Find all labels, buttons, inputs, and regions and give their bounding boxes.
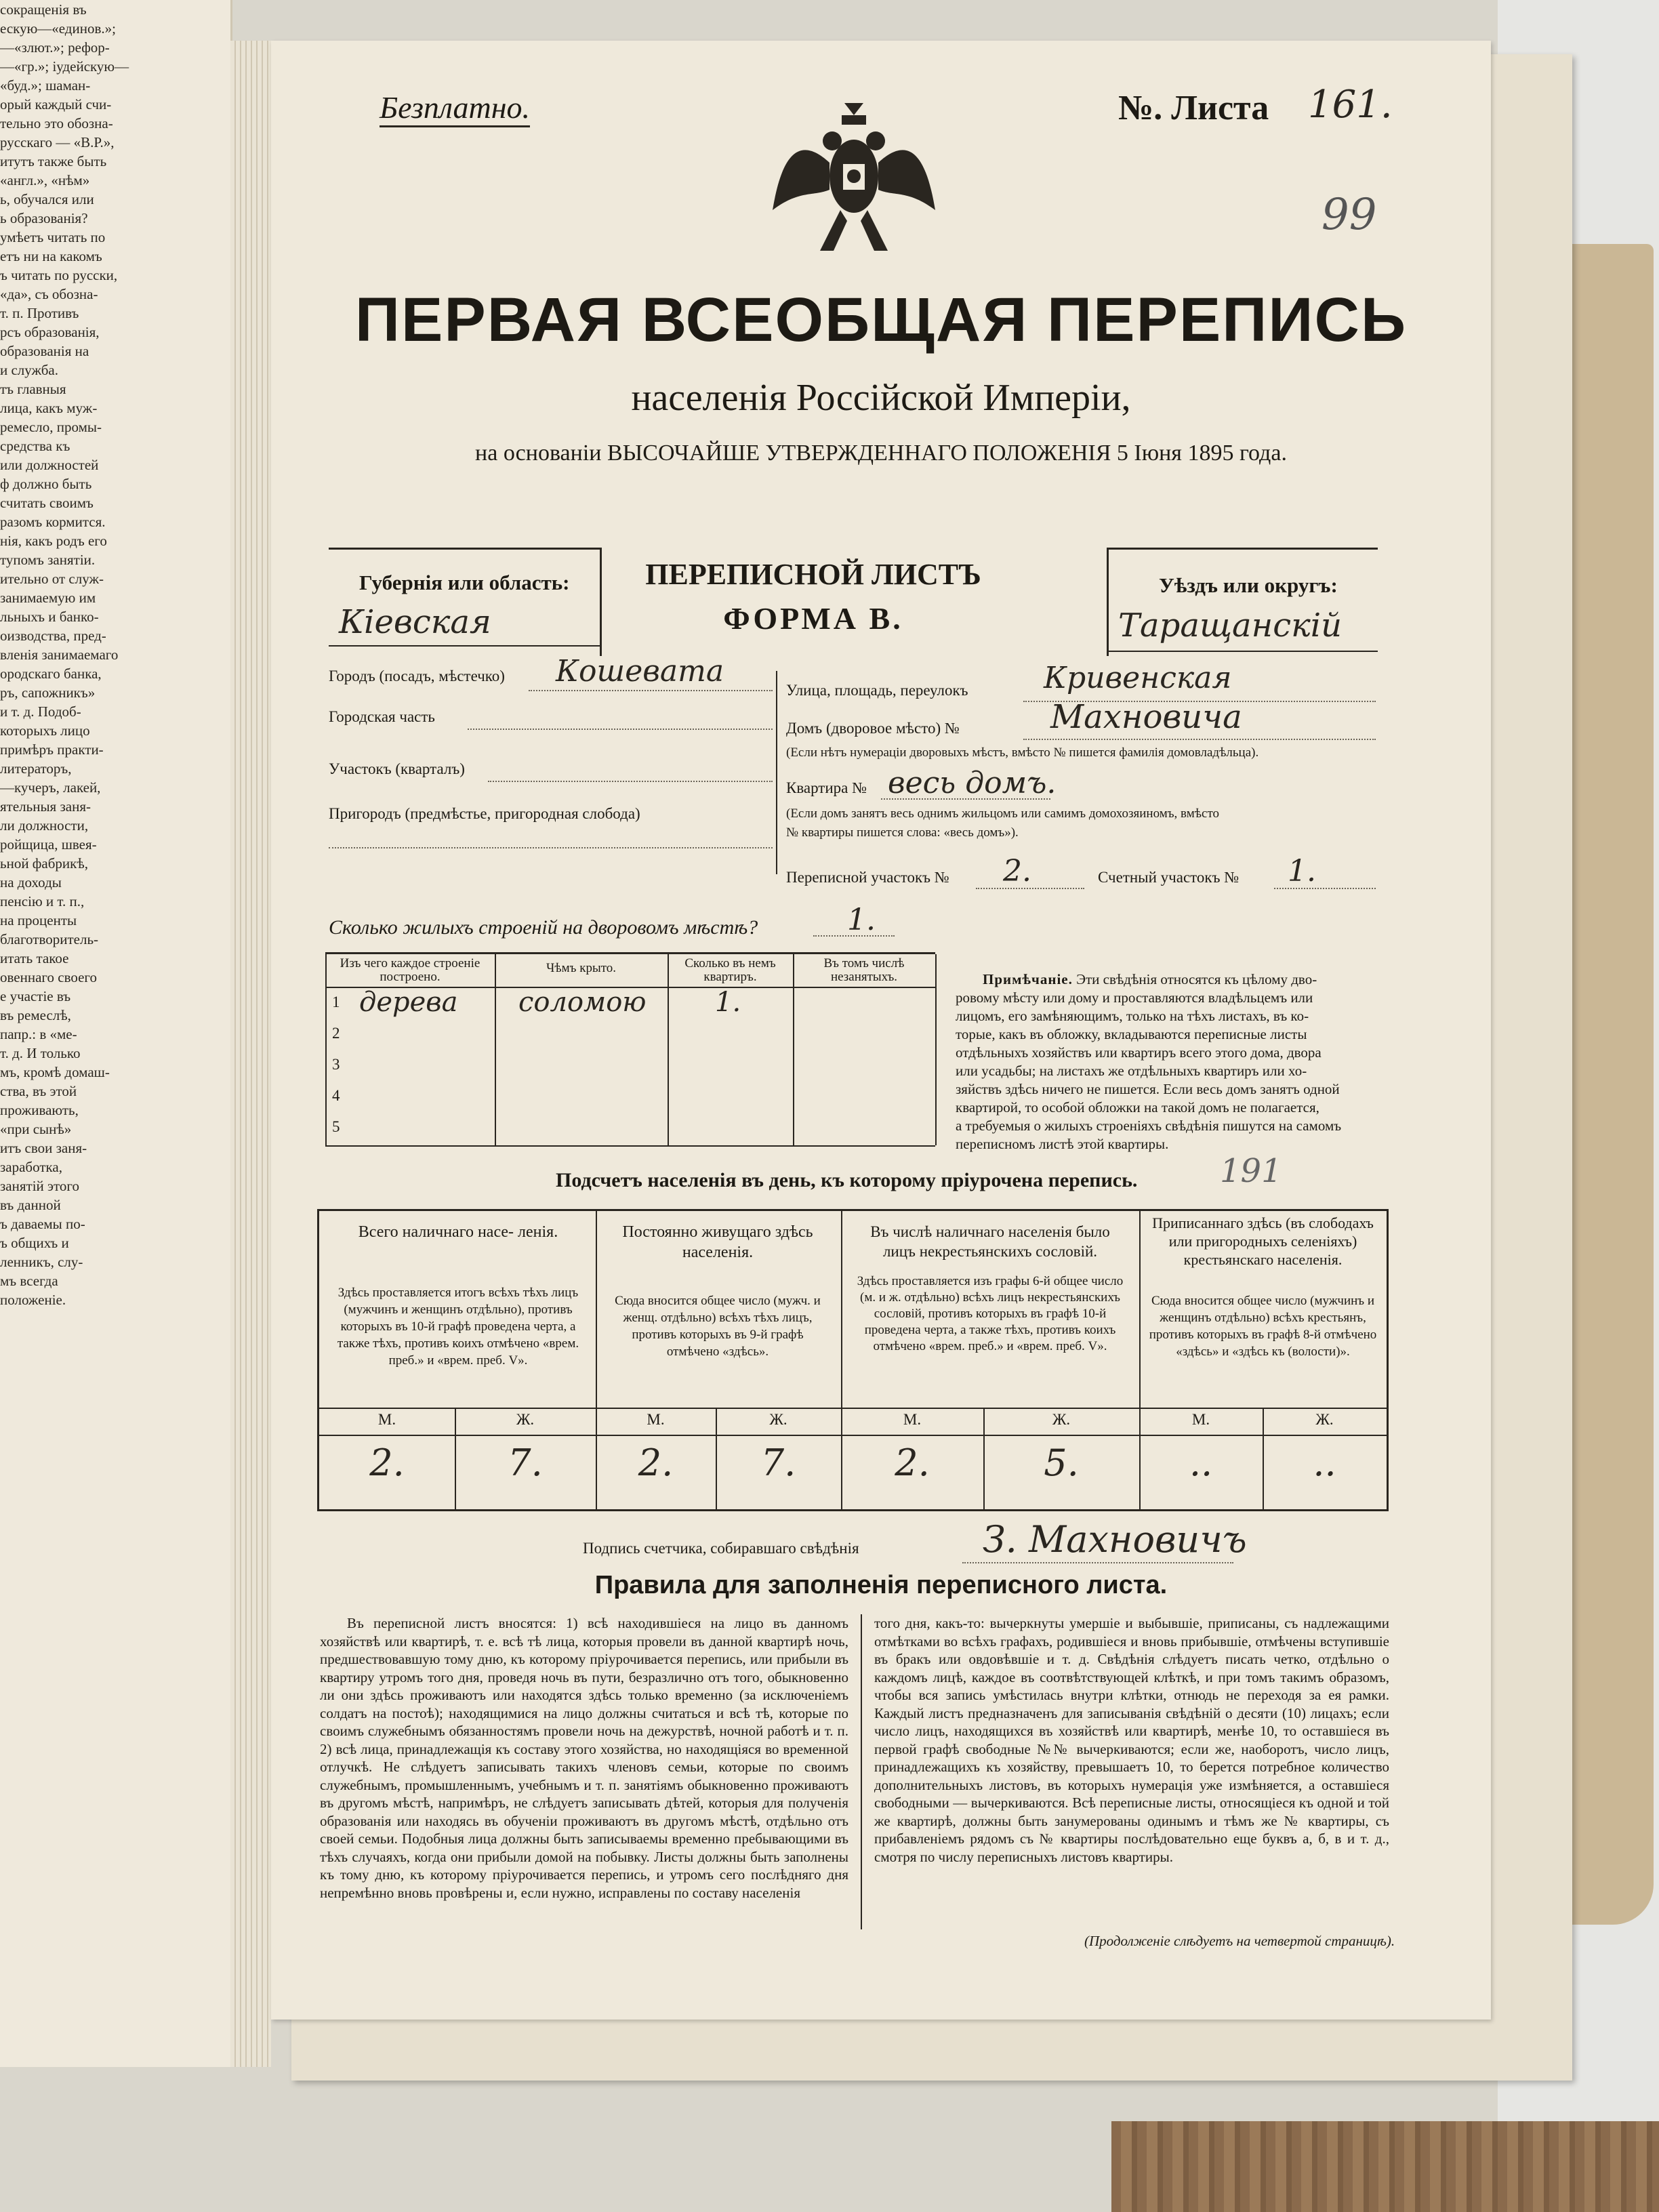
- remark-line: переписномъ листѣ этой квартиры.: [956, 1136, 1169, 1152]
- left-page-line: —«гр.»; іудейскую—: [0, 58, 129, 75]
- count-table: [317, 1209, 1389, 1511]
- left-page-line: ьной фабрикѣ,: [0, 855, 89, 872]
- table-row: [325, 1111, 935, 1143]
- left-page-line: оизводства, пред-: [0, 628, 106, 644]
- building-flats: 1.: [715, 987, 741, 1018]
- left-page-line: въ данной: [0, 1197, 61, 1213]
- census-subtitle: населенія Россійской Имперіи,: [631, 377, 1131, 419]
- count-col-head: Постоянно живущаго здѣсь населенія.: [622, 1223, 813, 1261]
- left-page-line: благотворитель-: [0, 931, 99, 947]
- count-col-desc: Сюда вносится общее число (мужч. и женщ. отдѣльно) всѣхъ тѣхъ лицъ, противъ которыхъ въ 9-й графѣ отмѣчено «здѣсь».: [615, 1294, 821, 1359]
- census-title: ПЕРВАЯ ВСЕОБЩАЯ ПЕРЕПИСЬ: [354, 285, 1408, 354]
- flat-note-2: № квартиры пишется слова: «весь домъ»).: [786, 825, 1019, 840]
- left-page-line: литераторъ,: [0, 760, 72, 777]
- left-page-line: или должностей: [0, 457, 99, 473]
- row-number: 4: [332, 1087, 340, 1104]
- row-number: 3: [332, 1056, 340, 1073]
- left-page-line: «при сынѣ»: [0, 1121, 72, 1137]
- remark-line: зяйствъ здѣсь ничего не пишется. Если весь домъ занятъ одной: [956, 1081, 1340, 1097]
- remark-line: [956, 970, 1389, 989]
- left-page-line: ь образованія?: [0, 210, 88, 226]
- remark-line: отдѣльныхъ хозяйствъ или квартиръ всего этого дома, двора: [956, 1044, 1322, 1061]
- left-page-line: разомъ кормится.: [0, 514, 106, 530]
- count-col-head: Приписаннаго здѣсь (въ слободахъ или пригородныхъ селеніяхъ) крестьянскаго населенія.: [1152, 1214, 1374, 1268]
- street-value: Кривенская: [1044, 661, 1232, 695]
- left-page-line: ъ общихъ и: [0, 1235, 69, 1251]
- buildings-answer: 1.: [847, 903, 876, 937]
- left-page-line: тупомъ занятіи.: [0, 552, 96, 568]
- town-label: Городъ (посадъ, мѣстечко): [329, 668, 505, 684]
- census-basis: на основаніи ВЫСОЧАЙШЕ УТВЕРЖДЕННАГО ПОЛОЖЕНІЯ 5 Іюня 1895 года.: [475, 441, 1287, 466]
- left-page-line: положеніе.: [0, 1292, 66, 1308]
- flat-note-1: (Если домъ занятъ весь однимъ жильцомъ или самимъ домохозяиномъ, вмѣсто: [786, 806, 1220, 821]
- count-col-head: Въ числѣ наличнаго населенія было лицъ некрестьянскихъ сословій.: [870, 1223, 1110, 1260]
- count-value: 2.: [638, 1441, 674, 1484]
- female-label: Ж.: [1052, 1411, 1071, 1428]
- row-number: 1: [332, 994, 340, 1010]
- male-label: М.: [647, 1411, 665, 1428]
- left-page-line: примѣръ практи-: [0, 741, 104, 758]
- left-page-line: ройщица, швея-: [0, 836, 97, 853]
- remark-text: Эти свѣдѣнія относятся къ цѣлому дво-: [1076, 971, 1317, 987]
- remark-block: [956, 970, 1389, 1153]
- precinct-label: Участокъ (кварталъ): [329, 760, 465, 777]
- left-page-line: итутъ также быть: [0, 153, 107, 169]
- buildings-header-roof: Чѣмъ крыто.: [546, 961, 617, 975]
- left-page-line: ленникъ, слу-: [0, 1254, 83, 1270]
- left-page-line: тельно это обозна-: [0, 115, 113, 131]
- suburb-label: Пригородъ (предмѣстье, пригородная слобода): [329, 805, 640, 822]
- left-page-line: «буд.»; шаман-: [0, 77, 91, 94]
- left-page-text: [0, 0, 224, 1309]
- remark-line: а требуемыя о жилыхъ строеніяхъ свѣдѣнія пишутся на самомъ: [956, 1118, 1342, 1134]
- house-value: Махновича: [1050, 698, 1242, 736]
- count-value: 2.: [369, 1441, 405, 1484]
- male-label: М.: [377, 1411, 396, 1428]
- buildings-header-vacant: Въ томъ числѣ незанятыхъ.: [823, 956, 905, 984]
- count-area-value: 1.: [1288, 854, 1316, 888]
- count-value: 7.: [508, 1441, 543, 1484]
- left-page-line: ли должности,: [0, 817, 89, 834]
- count-value: ..: [1189, 1441, 1213, 1484]
- left-page-line: и т. д. Подоб-: [0, 703, 81, 720]
- sheet-number-value: 161.: [1308, 83, 1393, 127]
- left-page-line: сокращенія въ: [0, 1, 87, 18]
- census-sheet: [271, 41, 1491, 2020]
- left-page-line: ескую—«единов.»;: [0, 20, 116, 37]
- left-page-line: е участіе въ: [0, 988, 71, 1004]
- row-number: 2: [332, 1025, 340, 1042]
- female-label: Ж.: [516, 1411, 535, 1428]
- left-page-line: умѣетъ читать по: [0, 229, 106, 245]
- left-neighbouring-page: [0, 0, 232, 2067]
- left-page-line: льныхъ и банко-: [0, 609, 99, 625]
- count-col-desc: Сюда вносится общее число (мужчинъ и женщинъ отдѣльно) всѣхъ крестьянъ, противъ которыхъ въ графѣ 8-й отмѣчено «здѣсь» и «здѣсь къ (волости)».: [1149, 1294, 1377, 1359]
- left-page-line: тъ главныя: [0, 381, 66, 397]
- signature-value: З. Махновичъ: [983, 1518, 1247, 1561]
- count-value: 2.: [895, 1441, 930, 1484]
- left-page-line: образованія на: [0, 343, 89, 359]
- city-part-label: Городская часть: [329, 708, 435, 725]
- rules-continued: (Продолженіе слѣдуетъ на четвертой страницѣ).: [1084, 1933, 1395, 1949]
- left-page-line: вленія занимаемаго: [0, 647, 119, 663]
- left-page-line: рсъ образованія,: [0, 324, 100, 340]
- archive-number: 99: [1322, 190, 1377, 240]
- left-page-line: на доходы: [0, 874, 62, 890]
- table-row: [325, 1018, 935, 1049]
- left-page-line: т. д. И только: [0, 1045, 81, 1061]
- district-label: Уѣздъ или округъ:: [1159, 573, 1338, 597]
- left-page-line: ръ, сапожникъ»: [0, 684, 96, 701]
- count-col-head: Всего наличнаго насе- ленія.: [358, 1223, 558, 1241]
- left-page-line: русскаго — «В.Р.»,: [0, 134, 115, 150]
- table-row: [325, 1049, 935, 1080]
- count-col-desc: Здѣсь проставляется итогъ всѣхъ тѣхъ лицъ (мужчинъ и женщинъ отдѣльно), противъ которыхъ въ 10-й графѣ проведена черта, а также тѣхъ, противъ коихъ отмѣчено «врем. преб.» и «врем. преб. V».: [337, 1286, 579, 1368]
- left-page-line: т. п. Противъ: [0, 305, 79, 321]
- wooden-table-edge: [1111, 2121, 1659, 2212]
- remark-line: торые, какъ въ обложку, вкладываются переписные листы: [956, 1026, 1307, 1042]
- left-page-line: въ ремеслѣ,: [0, 1007, 71, 1023]
- left-page-line: ства, въ этой: [0, 1083, 77, 1099]
- rules-left-column: Въ переписной листъ вносятся: 1) всѣ находившіеся на лицо въ данномъ хозяйствѣ или квартирѣ, т. е. всѣ тѣ лица, которыя провели въ данной квартирѣ ночь, предшествовавшую тому дню, къ которому пріурочивается перепись, или прибыли въ квартиру утромъ того дня, проведя ночь въ пути, безразлично отъ того, обыкновенно ли они здѣсь проживаютъ или находятся здѣсь только временно (за исключеніемъ солдатъ на постоѣ); находящимися на лицо должны считаться и всѣ тѣ, которые по своимъ служебнымъ обязанностямъ провели ночь на дежурствѣ, ночной работѣ и т. п. 2) всѣ лица, принадлежащія къ составу этого хозяйства, но находящіяся во временной отлучкѣ. Не слѣдуетъ записывать такихъ членовъ семьи, которые по своимъ служебнымъ, промышленнымъ, учебнымъ и т. п. занятіямъ обыкновенно проживаютъ въ другомъ мѣстѣ, напримѣръ, не слѣдуетъ записывать дѣтей, которыя для полученія образованія или находясь въ обученіи проживаютъ въ другомъ мѣстѣ, отдѣльно отъ своей семьи. Подобныя лица должны быть записываемы временно пребывающими въ тѣхъ случаяхъ, когда они прибыли домой на побывку. Листы должны быть заполнены къ тому дню, къ которому пріурочивается перепись, и утромъ сего послѣдняго дня непремѣнно вновь провѣрены и, если нужно, исправлены по составу населенія: [320, 1615, 848, 1901]
- remark-line: ровому мѣсту или дому и проставляются владѣльцемъ или: [956, 989, 1313, 1006]
- house-note: (Если нѣтъ нумераціи дворовыхъ мѣстъ, вмѣсто № пишется фамилія домовладѣльца).: [786, 745, 1259, 760]
- count-value: 5.: [1044, 1441, 1079, 1484]
- left-page-line: заработка,: [0, 1159, 62, 1175]
- count-col-desc: Здѣсь проставляется изъ графы 6-й общее число (м. и ж. отдѣльно) всѣхъ лицъ некрестьянскихъ сословій, противъ которыхъ въ графѣ 10-й проведена черта, а также тѣхъ, противъ коихъ отмѣчено «врем. преб.» и «врем. преб. V».: [857, 1274, 1124, 1353]
- count-pencil-note: 191: [1220, 1152, 1282, 1190]
- left-page-line: етъ ни на какомъ: [0, 248, 102, 264]
- left-page-line: итать такое: [0, 950, 69, 966]
- left-page-line: итъ свои заня-: [0, 1140, 87, 1156]
- signature-label: Подпись счетчика, собиравшаго свѣдѣнія: [583, 1540, 859, 1557]
- remark-title: Примѣчаніе.: [983, 971, 1073, 987]
- left-page-line: ительно от служ-: [0, 571, 104, 587]
- left-page-line: «да», съ обозна-: [0, 286, 98, 302]
- left-page-line: лица, какъ муж-: [0, 400, 98, 416]
- count-area-label: Счетный участокъ №: [1098, 869, 1240, 886]
- left-page-line: ятельныя заня-: [0, 798, 91, 815]
- left-page-line: ъ даваемы по-: [0, 1216, 85, 1232]
- left-page-line: занятій этого: [0, 1178, 80, 1194]
- census-area-value: 2.: [1003, 854, 1031, 888]
- census-area-label: Переписной участокъ №: [786, 869, 949, 886]
- left-page-line: проживають,: [0, 1102, 79, 1118]
- left-page-line: —«злют.»; рефор-: [0, 39, 110, 56]
- province-value: Кіевская: [339, 603, 491, 641]
- left-page-line: и служба.: [0, 362, 58, 378]
- town-value: Кошевата: [556, 654, 724, 689]
- building-material: дерева: [359, 987, 458, 1018]
- remark-line: квартирой, то особой обложки на такой домъ не полагается,: [956, 1099, 1319, 1115]
- left-page-line: нія, какъ родъ его: [0, 533, 107, 549]
- form-letter: ФОРМА В.: [723, 601, 903, 636]
- count-title: Подсчетъ населенія въ день, къ которому пріурочена перепись.: [556, 1169, 1138, 1191]
- flat-label: Квартира №: [786, 779, 867, 796]
- rules-title: Правила для заполненія переписного листа.: [594, 1571, 1168, 1599]
- remark-line: лицомъ, его замѣняющимъ, только на тѣхъ листахъ, въ ко-: [956, 1008, 1309, 1024]
- left-page-line: ремесло, промы-: [0, 419, 102, 435]
- left-page-line: «англ.», «нѣм»: [0, 172, 90, 188]
- left-page-line: ъ читать по русски,: [0, 267, 118, 283]
- left-page-line: средства къ: [0, 438, 70, 454]
- left-page-line: на проценты: [0, 912, 77, 928]
- sheet-number-label: №. Листа: [1118, 89, 1269, 127]
- left-page-line: мъ, кромѣ домаш-: [0, 1064, 110, 1080]
- buildings-header-flats: Сколько въ немъ квартиръ.: [684, 956, 776, 984]
- imperial-eagle-emblem: [766, 88, 942, 264]
- province-label: Губернія или область:: [359, 571, 570, 594]
- form-title: ПЕРЕПИСНОЙ ЛИСТЪ: [645, 558, 981, 591]
- table-row: [325, 987, 935, 1018]
- male-label: М.: [903, 1411, 922, 1428]
- left-page-line: которыхъ лицо: [0, 722, 90, 739]
- left-page-line: —кучеръ, лакей,: [0, 779, 101, 796]
- row-number: 5: [332, 1118, 340, 1135]
- left-page-stack: [230, 41, 271, 2067]
- left-page-line: орый каждый счи-: [0, 96, 112, 112]
- count-value: ..: [1313, 1441, 1336, 1484]
- left-page-line: овеннаго своего: [0, 969, 98, 985]
- house-label: Домъ (дворовое мѣсто) №: [786, 720, 960, 737]
- district-value: Таращанскій: [1118, 607, 1343, 644]
- flat-value: весь домъ.: [888, 766, 1057, 800]
- buildings-header-material: Изъ чего каждое строеніе построено.: [340, 956, 480, 984]
- left-page-line: занимаемую им: [0, 590, 96, 606]
- buildings-table: [325, 952, 935, 1145]
- female-label: Ж.: [1315, 1411, 1334, 1428]
- male-label: М.: [1191, 1411, 1210, 1428]
- remark-line: или усадьбы; на листахъ же отдѣльныхъ квартиръ или хо-: [956, 1063, 1307, 1079]
- table-row: [325, 1080, 935, 1111]
- female-label: Ж.: [769, 1411, 787, 1428]
- building-roof: соломою: [518, 987, 647, 1018]
- left-page-line: мъ всегда: [0, 1273, 58, 1289]
- left-page-line: ь, обучался или: [0, 191, 94, 207]
- left-page-line: пенсію и т. п.,: [0, 893, 85, 909]
- count-value: 7.: [760, 1441, 796, 1484]
- free-label: Безплатно.: [380, 89, 530, 127]
- buildings-question: Сколько жилыхъ строеній на дворовомъ мѣстѣ?: [329, 916, 758, 939]
- left-page-line: папр.: в «ме-: [0, 1026, 77, 1042]
- street-label: Улица, площадь, переулокъ: [786, 682, 968, 699]
- left-page-line: ородскаго банка,: [0, 665, 102, 682]
- left-page-line: считать своимъ: [0, 495, 94, 511]
- left-page-line: ф должно быть: [0, 476, 92, 492]
- rules-right-column: того дня, какъ-то: вычеркнуты умершіе и выбывшіе, приписаны, съ надлежащими отмѣтками во всѣхъ графахъ, родившіеся и вновь прибывшіе, отмѣчены вступившіе въ бракъ или овдовѣвшіе и т. д. Свѣдѣнія слѣдуетъ писать четко, отдѣльно о каждомъ лицѣ, каждое въ соотвѣтствующей клѣткѣ, и при томъ такимъ образомъ, чтобы вся запись умѣстилась внутри клѣтки, отнюдь не переходя за ея рамки. Каждый листъ предназначенъ для записыванія свѣдѣній о десяти (10) лицахъ; если число лицъ, находящихся въ хозяйствѣ или квартирѣ, менѣе 10, то оставшіеся въ первой графѣ свободные №№ вычеркиваются; если же, наоборотъ, число лицъ, принадлежащихъ къ хозяйству, превышаетъ 10, то берется потребное количество дополнительныхъ листовъ, въ которыхъ нумерація уже измѣняется, а оставшіеся свободными — вычеркиваются. Всѣ переписные листы, относящіеся къ одной и той же квартирѣ, должны быть занумерованы одинымъ и тѣмъ же № квартиры, съ прибавленіемъ рядомъ съ № квартиры послѣдовательно еще буквъ а, б, в и т. д., смотря по числу переписныхъ листовъ квартиры.: [874, 1615, 1389, 1865]
